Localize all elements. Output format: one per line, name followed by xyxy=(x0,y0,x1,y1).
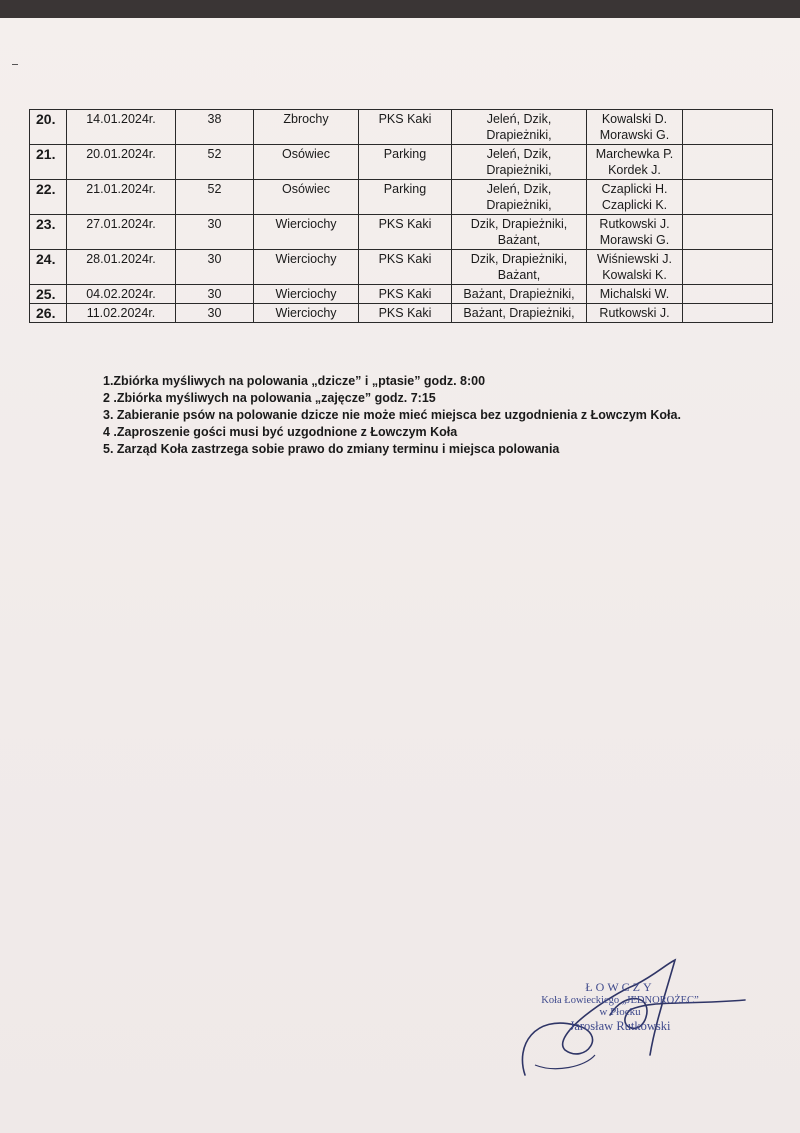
margin-mark xyxy=(12,64,18,65)
hunt-schedule-table xyxy=(29,109,773,323)
table-row xyxy=(30,145,773,180)
hunt-date: 28.01.2024r. xyxy=(67,250,176,285)
stamp-city: w Płocku xyxy=(599,1006,641,1018)
hunt-date: 11.02.2024r. xyxy=(67,304,176,323)
note-4: 4 .Zaproszenie gości musi być uzgodnione z Łowczym Koła xyxy=(103,425,458,439)
hunt-leaders-line: Morawski G. xyxy=(599,233,670,247)
row-number: 20. xyxy=(30,110,67,145)
hunt-leaders-line: Kowalski D. xyxy=(601,112,668,126)
game-species xyxy=(452,215,587,250)
table-row xyxy=(30,110,773,145)
hunt-place: Wierciochy xyxy=(254,304,359,323)
empty-cell xyxy=(683,180,773,215)
hunt-place: Wierciochy xyxy=(254,215,359,250)
table-row xyxy=(30,285,773,304)
hunt-leaders xyxy=(587,110,683,145)
hunt-leaders-line: Czaplicki H. xyxy=(601,182,668,196)
hunt-leaders-line: Marchewka P. xyxy=(595,147,674,161)
game-species xyxy=(452,304,587,323)
stamp-name: Jarosław Rutkowski xyxy=(569,1019,671,1033)
hunt-leaders xyxy=(587,304,683,323)
row-number: 25. xyxy=(30,285,67,304)
hunt-count: 30 xyxy=(176,215,254,250)
game-species-line: Drapieżniki, xyxy=(486,128,552,142)
notes-list xyxy=(103,373,743,458)
game-species xyxy=(452,180,587,215)
scan-top-edge xyxy=(0,0,800,18)
meeting-point: Parking xyxy=(359,180,452,215)
meeting-point: PKS Kaki xyxy=(359,285,452,304)
hunt-place: Zbrochy xyxy=(254,110,359,145)
row-number: 21. xyxy=(30,145,67,180)
hunt-leaders-line: Rutkowski J. xyxy=(599,217,670,231)
hunt-place: Wierciochy xyxy=(254,285,359,304)
game-species-line: Bażant, xyxy=(497,268,541,282)
hunt-date: 21.01.2024r. xyxy=(67,180,176,215)
game-species-line: Jeleń, Dzik, xyxy=(486,182,552,196)
hunt-date: 14.01.2024r. xyxy=(67,110,176,145)
game-species-line: Bażant, xyxy=(497,233,541,247)
row-number: 26. xyxy=(30,304,67,323)
empty-cell xyxy=(683,304,773,323)
game-species-line: Drapieżniki, xyxy=(486,163,552,177)
note-3: 3. Zabieranie psów na polowanie dzicze nie może mieć miejsca bez uzgodnienia z Łowczym Koła. xyxy=(103,408,681,422)
stamp-title: ŁOWCZY xyxy=(585,980,655,994)
table-row xyxy=(30,180,773,215)
hunt-place: Osówiec xyxy=(254,180,359,215)
meeting-point: PKS Kaki xyxy=(359,250,452,285)
hunt-count: 38 xyxy=(176,110,254,145)
row-number: 23. xyxy=(30,215,67,250)
hunt-leaders-line: Morawski G. xyxy=(599,128,670,142)
hunt-leaders xyxy=(587,145,683,180)
hunt-leaders xyxy=(587,250,683,285)
hunt-count: 52 xyxy=(176,145,254,180)
hunt-date: 20.01.2024r. xyxy=(67,145,176,180)
meeting-point: PKS Kaki xyxy=(359,215,452,250)
empty-cell xyxy=(683,215,773,250)
hunt-leaders-line: Kowalski K. xyxy=(602,268,667,282)
meeting-point: PKS Kaki xyxy=(359,110,452,145)
game-species-line: Jeleń, Dzik, xyxy=(486,147,552,161)
hunt-count: 30 xyxy=(176,285,254,304)
game-species xyxy=(452,110,587,145)
game-species-line: Dzik, Drapieżniki, xyxy=(470,217,568,231)
hunt-date: 27.01.2024r. xyxy=(67,215,176,250)
hunt-place: Wierciochy xyxy=(254,250,359,285)
game-species-line: Bażant, Drapieżniki, xyxy=(463,306,575,320)
game-species xyxy=(452,285,587,304)
note-1: 1.Zbiórka myśliwych na polowania „dzicze” i „ptasie” godz. 8:00 xyxy=(103,374,486,388)
hunt-count: 30 xyxy=(176,250,254,285)
game-species-line: Bażant, Drapieżniki, xyxy=(463,287,575,301)
table-row xyxy=(30,304,773,323)
hunt-leaders-line: Czaplicki K. xyxy=(601,198,668,212)
hunt-place: Osówiec xyxy=(254,145,359,180)
hunt-leaders-line: Rutkowski J. xyxy=(599,306,670,320)
game-species xyxy=(452,250,587,285)
hunt-leaders xyxy=(587,180,683,215)
hunt-leaders-line: Kordek J. xyxy=(608,163,661,177)
hunt-leaders-line: Michalski W. xyxy=(599,287,670,301)
note-5: 5. Zarząd Koła zastrzega sobie prawo do zmiany terminu i miejsca polowania xyxy=(103,442,560,456)
hunt-count: 30 xyxy=(176,304,254,323)
empty-cell xyxy=(683,110,773,145)
empty-cell xyxy=(683,250,773,285)
row-number: 24. xyxy=(30,250,67,285)
table-row xyxy=(30,250,773,285)
stamp-club: Koła Łowieckiego „JEDNOROŻEC” xyxy=(541,995,699,1006)
hunt-date: 04.02.2024r. xyxy=(67,285,176,304)
meeting-point: Parking xyxy=(359,145,452,180)
game-species xyxy=(452,145,587,180)
empty-cell xyxy=(683,285,773,304)
official-stamp xyxy=(520,980,720,1034)
table-row xyxy=(30,215,773,250)
game-species-line: Dzik, Drapieżniki, xyxy=(470,252,568,266)
meeting-point: PKS Kaki xyxy=(359,304,452,323)
row-number: 22. xyxy=(30,180,67,215)
empty-cell xyxy=(683,145,773,180)
game-species-line: Drapieżniki, xyxy=(486,198,552,212)
hunt-count: 52 xyxy=(176,180,254,215)
hunt-leaders-line: Wiśniewski J. xyxy=(596,252,672,266)
note-2: 2 .Zbiórka myśliwych na polowania „zajęcze” godz. 7:15 xyxy=(103,391,436,405)
hunt-leaders xyxy=(587,285,683,304)
game-species-line: Jeleń, Dzik, xyxy=(486,112,552,126)
hunt-leaders xyxy=(587,215,683,250)
